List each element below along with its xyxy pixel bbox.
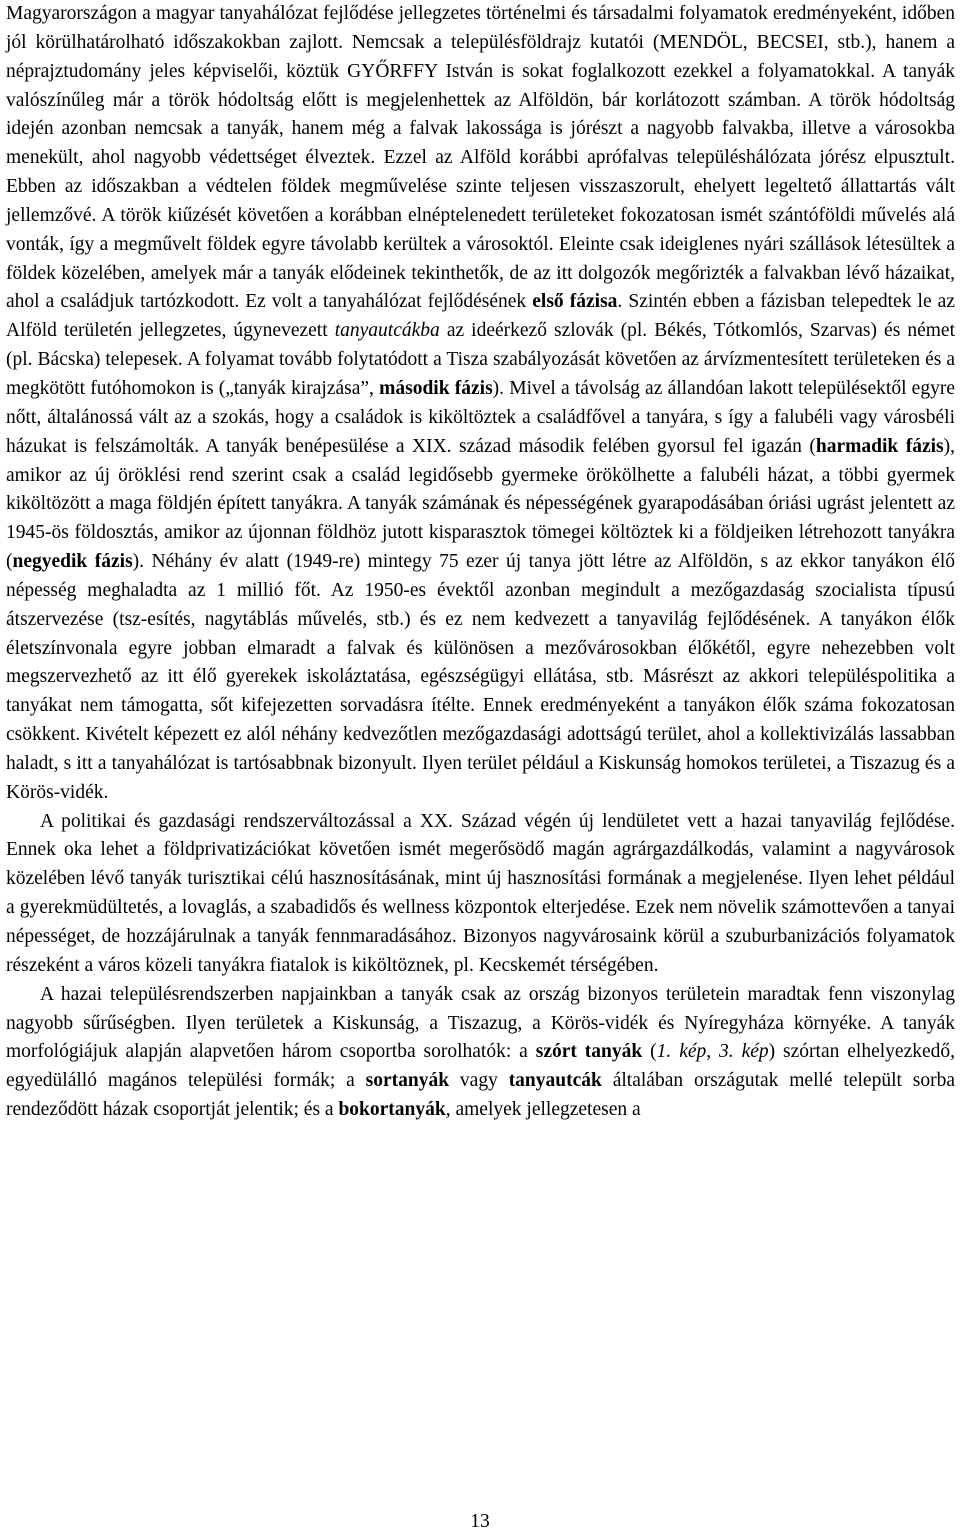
bold-term: első fázisa — [532, 291, 618, 313]
italic-term: tanyautcákba — [334, 320, 440, 342]
bold-term: sortanyák — [365, 1070, 450, 1092]
paragraph-2 — [6, 808, 955, 981]
bold-term: szórt tanyák — [535, 1041, 643, 1063]
italic-term: 1. kép, 3. kép — [656, 1041, 769, 1063]
body-text — [6, 0, 955, 1125]
text-run: vagy — [449, 1070, 509, 1092]
text-run: A politikai és gazdasági rendszerváltozással a XX. Század végén új lendületet vett a hazai tanyavilág fejlődése. Ennek oka lehet a földprivatizációkat követően ismét megerősödő magán agrárgazdálkodás, valamint a nagyvárosok közelében lévő tanyák turisztikai célú hasznosításának, mint új hasznosítási formának a megjelenése. Ilyen lehet például a gyerekmüdültetés, a lovaglás, a szabadidős és wellness központok elterjedése. Ezek nem növelik számottevően a tanyai népességet, de hozzájárulnak a tanyák fennmaradásához. Bizonyos nagyvárosaink körül a szuburbanizációs folyamatok részeként a város közeli tanyákra fiatalok is kiköltöznek, pl. Kecskemét térségében. — [6, 810, 955, 976]
text-run: A hazai településrendszerben napjainkban a tanyák csak az ország bizonyos területein maradtak fenn viszonylag nagyobb sűrűségben. Ilyen területek a Kiskunság, a Tiszazug, a Körös-vidék és Nyíregyháza környéke. A tanyák morfológiájuk alapján alapvetően három csoportba sorolhatók: a — [6, 983, 955, 1063]
text-run: ) szórtan elhelyezkedő, egyedülálló magános települési formák; a — [6, 1041, 956, 1092]
text-run: általában országutak mellé települt sorba rendeződött házak csoportját jelentik; és a — [6, 1070, 955, 1121]
bold-term: harmadik fázis — [815, 435, 944, 457]
bold-term: bokortanyák — [338, 1099, 446, 1121]
paragraph-3 — [6, 981, 955, 1125]
bold-term: második fázis — [379, 377, 493, 399]
text-run: . Szintén ebben a fázisban telepedtek le az Alföld területén jellegzetes, úgynevezett — [6, 291, 955, 342]
text-run: Magyarországon a magyar tanyahálózat fejlődése jellegzetes történelmi és társadalmi folyamatok eredményeként, időben jól körülhatárolható időszakokban zajlott. Nemcsak a településföldrajz kutatói (MENDÖL, BECSEI, stb.), hanem a néprajztudomány jeles képviselői, köztük GYŐRFFY István is sokat foglalkozott ezekkel a folyamatokkal. A tanyák valószínűleg már a török hódoltság előtt is megjelenhettek az Alföldön, bár korlátozott számban. A török hódoltság idején azonban nemcsak a tanyák, hanem még a falvak lakossága is jórészt a nagyobb falvakba, illetve a városokba menekült, ahol nagyobb védettséget élveztek. Ezzel az Alföld korábbi aprófalvas településhálózata jórész elpusztult. Ebben az időszakban a védtelen földek megművelése szinte teljesen visszaszorult, ehelyett legeltető állattartás vált jellemzővé. A török kiűzését követően a korábban elnéptelenedett területeket fokozatosan ismét szántóföldi művelés alá vonták, így a megművelt földek egyre távolabb kerültek a városoktól. Eleinte csak ideiglenes nyári szállások létesültek a földek közelében, amelyek már a tanyák elődeinek tekinthetők, de az itt dolgozók megőrizték a falvakban lévő házaikat, ahol a családjuk tartózkodott. Ez volt a tanyahálózat fejlődésének — [6, 3, 955, 313]
text-run: ), amikor az új öröklési rend szerint csak a család legidősebb gyermeke örökölhette a falubéli házat, a többi gyermek kiköltözött a maga földjén épített tanyákra. A tanyák számának és népességének gyarapodásában óriási ugrást jelentett az 1945-ös földosztás, amikor az újonnan földhöz jutott kisparasztok tömegei költöztek ki a földjeiken létrehozott tanyákra ( — [6, 435, 955, 573]
text-run: az ideérkező szlovák (pl. Békés, Tótkomlós, Szarvas) és német (pl. Bácska) telepesek. A folyamat tovább folytatódott a Tisza szabályozását követően az árvízmentesített területeken és a megkötött futóhomokon is („tanyák kirajzása”, — [6, 320, 955, 399]
text-run: ). Néhány év alatt (1949-re) mintegy 75 ezer új tanya jött létre az Alföldön, s az ekkor tanyákon élő népesség meghaladta az 1 millió főt. Az 1950-es évektől azonban megindult a mezőgazdaság szocialista típusú átszervezése (tsz-esítés, nagytáblás művelés, stb.) és ez nem kedvezett a tanyavilág fejlődésének. A tanyákon élők életszínvonala egyre jobban elmaradt a falvak és különösen a mezővárosokban élőkétől, egyre nehezebben volt megszervezhető az itt élő gyerekek iskoláztatása, egészségügyi ellátása, stb. Másrészt az akkori településpolitika a tanyákat nem támogatta, sőt kifejezetten sorvadásra ítélte. Ennek eredményeként a tanyákon élők száma fokozatosan csökkent. Kivételt képezett ez alól néhány kedvezőtlen mezőgazdasági adottságú terület, ahol a kollektivizálás lassabban haladt, s itt a tanyahálózat is tartósabbnak bizonyult. Ilyen terület például a Kiskunság homokos területei, a Tiszazug és a Körös-vidék. — [6, 551, 955, 803]
bold-term: negyedik fázis — [12, 551, 133, 573]
text-run: , amelyek jellegzetesen a — [445, 1099, 641, 1121]
text-run: ( — [642, 1041, 657, 1063]
text-run: ). Mivel a távolság az állandóan lakott településektől egyre nőtt, általánossá vált az a szokás, hogy a családok is kiköltöztek a családfővel a tanyára, s így a falubéli vagy városbéli házukat is felszámolták. A tanyák benépesülése a XIX. század második felében gyorsul fel igazán ( — [6, 377, 955, 457]
page-number: 13 — [470, 1511, 490, 1532]
paragraph-1 — [6, 0, 955, 808]
bold-term: tanyautcák — [508, 1070, 602, 1092]
